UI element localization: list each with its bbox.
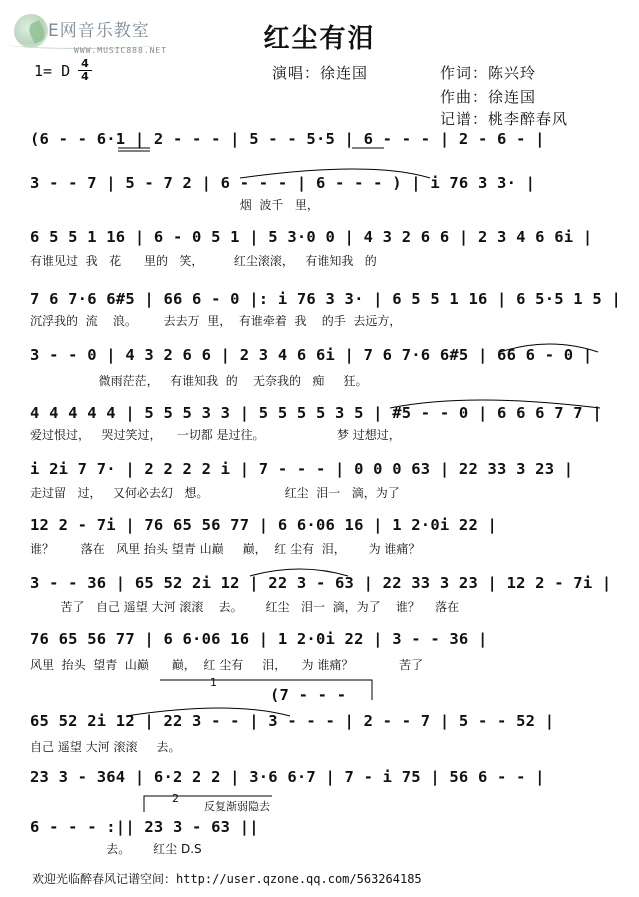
volta-2-label: 2 [172,792,179,805]
score-row-7-lyrics: 走过留 过， 又何必去幻 想。 红尘 泪一 滴，为了 [30,486,400,500]
score-row-5-lyrics: 微雨茫茫， 有谁知我 的 无奈我的 痴 狂。 [30,374,368,388]
score-row-11-notes: 65 52 2i 12 | 22 3 - - | 3 - - - | 2 - - 7 | 5 - - 52 | [30,712,555,730]
score-row-8-lyrics: 谁？ 落在 风里 抬头 望青 山巅 巅， 红 尘有 泪， 为 谁痛？ [30,542,421,556]
song-title: 红尘有泪 [263,24,376,54]
score-row-6-notes: 4 4 4 4 4 | 5 5 5 3 3 | 5 5 5 5 3 5 | #5 - - 0 | 6 6 6 7 7 | [30,404,602,422]
score-row-12-notes: 23 3 - 364 | 6·2 2 2 | 3·6 6·7 | 7 - i 75 | 56 6 - - | [30,768,545,786]
logo-url: WWW.MUSIC888.NET [74,46,168,55]
score-row-1-notes: (6 - - 6·1 | 2 - - - | 5 - - 5·5 | 6 - - - | 2 - 6 - | [30,130,545,148]
key-signature: 1= D [34,62,71,80]
score-row-3-notes: 6 5 5 1 16 | 6 - 0 5 1 | 5 3·0 0 | 4 3 2 6 6 | 2 3 4 6 6i | [30,228,593,246]
score-row-8-notes: 12 2 - 7i | 76 65 56 77 | 6 6·06 16 | 1 2·0i 22 | [30,516,498,534]
score-row-13-lyrics: 去。 红尘 D.S [30,842,202,856]
time-signature [78,58,92,83]
score-row-4-notes: 7 6 7·6 6#5 | 66 6 - 0 |: i 76 3 3· | 6 5 5 1 16 | 6 5·5 1 5 | [30,290,621,308]
volta-1-notes: (7 - - - [270,686,347,704]
score-row-9-notes: 3 - - 36 | 65 52 2i 12 | 22 3 - 63 | 22 33 3 23 | 12 2 - 7i | [30,574,612,592]
score-row-3-lyrics: 有谁见过 我 花 里的 笑， 红尘滚滚， 有谁知我 的 [30,254,377,268]
score-row-6-lyrics: 爱过恨过， 哭过笑过， 一切都 是过往。 梦 过想过， [30,428,401,442]
score-row-4-lyrics: 沉浮我的 流 浪。 去去万 里， 有谁牵着 我 的手 去远方， [30,314,402,328]
time-signature-bottom: 4 [78,70,92,83]
logo-name: E网音乐教室 [48,21,150,41]
score-row-2-lyrics: 烟 波千 里， [30,198,319,212]
score-row-10-notes: 76 65 56 77 | 6 6·06 16 | 1 2·0i 22 | 3 - - 36 | [30,630,488,648]
score-row-2-notes: 3 - - 7 | 5 - 7 2 | 6 - - - | 6 - - - ) | i 76 3 3· | [30,174,536,192]
volta-1-label: 1 [210,676,217,689]
singer-credit: 演唱：徐连国 [272,64,369,82]
time-signature-top: 4 [81,57,89,70]
score-row-13-notes: 6 - - - :|| 23 3 - 63 || [30,818,259,836]
footer-text: 欢迎光临醉春风记谱空间：http://user.qzone.qq.com/563264185 [32,872,422,886]
score-row-5-notes: 3 - - 0 | 4 3 2 6 6 | 2 3 4 6 6i | 7 6 7·6 6#5 | 66 6 - 0 | [30,346,593,364]
transcriber-credit: 记谱：桃李醉春风 [440,110,569,128]
volta-2-text: 反复渐弱隐去 [204,800,270,813]
lyricist-credit: 作词：陈兴玲 [440,64,537,82]
score-row-11-lyrics: 自己 遥望 大河 滚滚 去。 [30,740,181,754]
score-row-7-notes: i 2i 7 7· | 2 2 2 2 i | 7 - - - | 0 0 0 63 | 22 33 3 23 | [30,460,574,478]
score-row-10-lyrics: 风里 抬头 望青 山巅 巅， 红 尘有 泪， 为 谁痛？ 苦了 [30,658,424,672]
score-row-9-lyrics: 苦了 自己 遥望 大河 滚滚 去。 红尘 泪一 滴，为了 谁？ 落在 [30,600,460,614]
composer-credit: 作曲：徐连国 [440,88,537,106]
